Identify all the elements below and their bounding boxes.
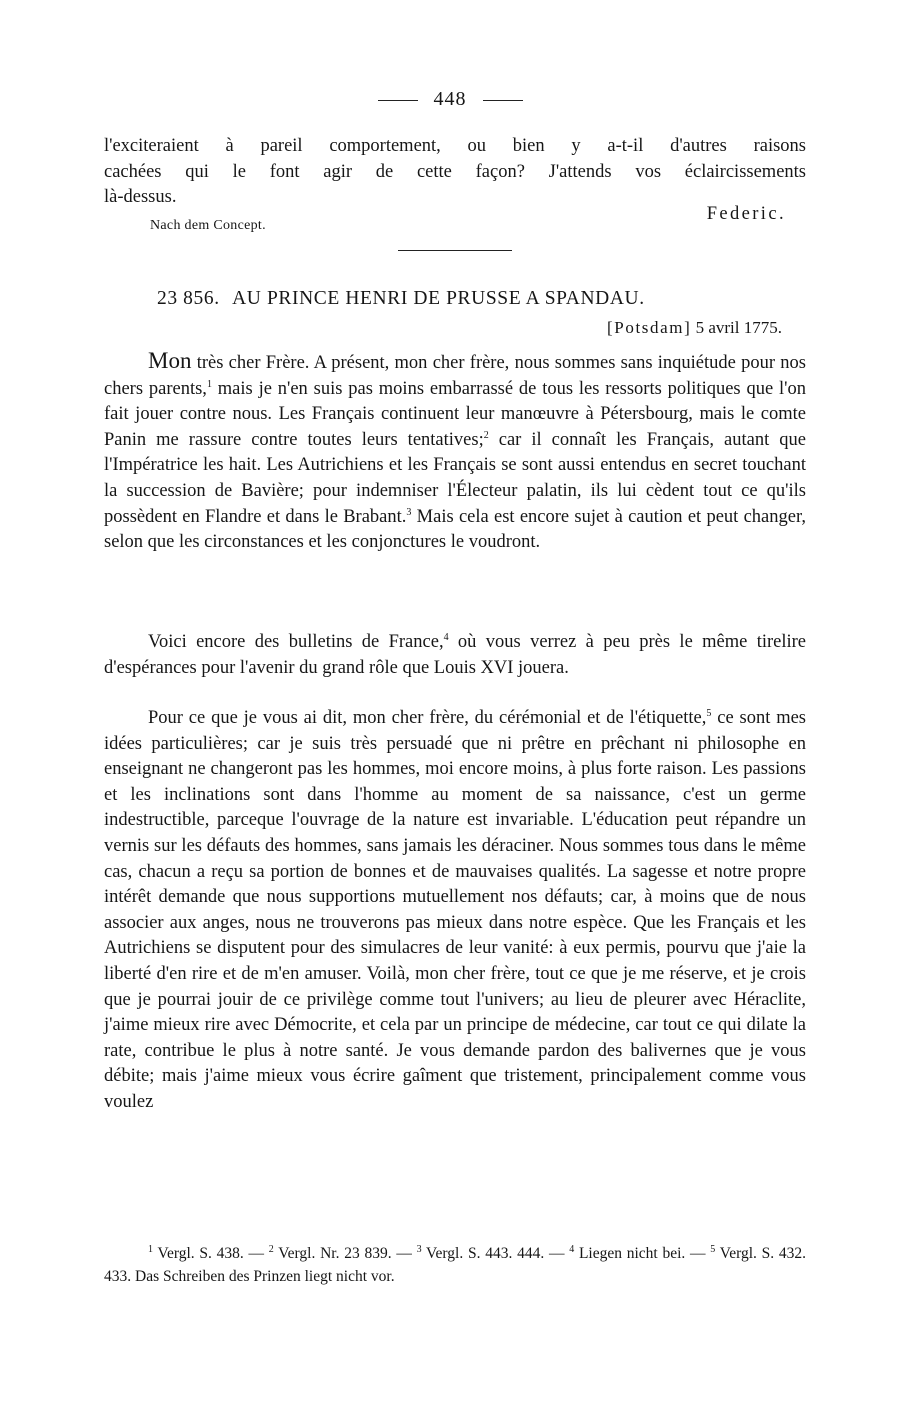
footnote-2: Vergl. Nr. 23 839. — <box>273 1245 417 1262</box>
previous-letter-last-line: là-dessus. <box>104 187 177 208</box>
paragraph-text: mais je n'en suis pas moins embarrassé de tous les ressorts politiques que l'on fait jouer contre nous. Les Français continuent leur manœuvre à Pétersbourg, mais le comte Panin me rassure contre toutes leurs tentatives; <box>104 378 806 450</box>
footnote-1: Vergl. S. 438. — <box>153 1245 269 1262</box>
letter-paragraph-1 <box>104 348 806 556</box>
footnote-ref[interactable]: 2 <box>483 429 489 441</box>
footnote-5: Vergl. S. 432. 433. Das Schreiben des Prinzen liegt nicht vor. <box>104 1245 807 1285</box>
footnote-number: 3 <box>416 1243 422 1255</box>
paragraph-text: très cher Frère. A présent, mon cher frère, nous sommes sans inquiétude pour nos chers parents, <box>104 353 806 399</box>
footnote-number: 1 <box>148 1243 153 1255</box>
closing-row <box>104 204 806 234</box>
letter-place: [Potsdam] <box>607 318 692 337</box>
previous-letter-ending <box>104 134 806 211</box>
footnote-ref[interactable]: 5 <box>706 707 712 719</box>
footnote-ref[interactable]: 4 <box>443 631 449 643</box>
footnote-3: Vergl. S. 443. 444. — <box>421 1245 570 1262</box>
letter-dateline <box>607 318 782 338</box>
paragraph-text: Voici encore des bulletins de France, <box>148 632 444 652</box>
page-header <box>0 88 900 111</box>
letter-paragraph-3 <box>104 706 806 1116</box>
paragraph-text: ce sont mes idées particulières; car je suis très persuadé que ni prêtre en prêchant ni philosophe en enseignant ne changeront pas les hommes, moi encore moins, à plus forte raison. Les passions et les inclinations sont dans l'homme au moment de sa naissance, c'est un germe indestructible, parceque l'ouvrage de la nature est invariable. L'éducation peut répandre un vernis sur les défauts des hommes, sans jamais les déraciner. Nous sommes tous dans le même cas, chacun a reçu sa portion de bonnes et de mauvaises qualités. La sagesse et notre propre intérêt demande que nous supportions mutuellement nos défauts; car, à moins que de nous associer aux anges, nous ne trouverons pas mieux dans notre espèce. Que les Français et les Autrichiens se disputent pour des simulacres de leur vanité: à eux permis, pourvu que j'aie la liberté d'en rire et de m'en amuser. Voilà, mon cher frère, tout ce que je me réserve, et je crois que je pourrai jouir de ce privilège comme tout l'univers; au lieu de pleurer avec Héraclite, j'aime mieux rire avec Démocrite, et cela par un principe de médecine, car tout ce qui dilate la rate, contribue le plus à notre santé. Je vous demande pardon des balivernes que je vous débite; mais j'aime mieux vous écrire gaîment que tristement, principalement comme vous voulez <box>104 708 806 1112</box>
footnote-number: 4 <box>569 1243 575 1255</box>
paragraph-text: Mais cela est encore sujet à caution et peut changer, selon que les circonstances et les conjonctures le voudront. <box>104 506 806 553</box>
header-dash-left <box>378 100 418 101</box>
salutation-first-word: Mon <box>148 348 192 373</box>
letter-paragraph-2 <box>104 630 806 681</box>
signature: Federic. <box>706 204 786 224</box>
paragraph-text: où vous verrez à peu près le même tirelire d'espérances pour l'avenir du grand rôle que Louis XVI jouera. <box>104 632 806 678</box>
page-number: 448 <box>433 88 467 110</box>
paragraph-text: car il connaît les Français, autant que l'Impératrice les hait. Les Autrichiens et les Français se sont aussi entendus en secret touchant la succession de Bavière; pour indemniser l'Électeur palatin, ils lui cèdent tout ce qu'ils possèdent en Flandre et dans le Brabant. <box>104 429 806 527</box>
header-dash-right <box>483 100 523 101</box>
letter-date: 5 avril 1775. <box>695 318 782 337</box>
footnote-number: 2 <box>268 1243 274 1255</box>
paragraph-text: Pour ce que je vous ai dit, mon cher frère, du cérémonial et de l'étiquette, <box>148 708 707 728</box>
footnote-ref[interactable]: 3 <box>406 506 412 518</box>
letter-number: 23 856. <box>157 288 220 309</box>
previous-letter-line: cachées qui le font agir de cette façon? J'attends vos éclaircissements <box>104 161 806 182</box>
section-divider <box>398 250 512 251</box>
source-note: Nach dem Concept. <box>150 218 266 233</box>
footnote-ref[interactable]: 1 <box>206 378 212 390</box>
letter-heading <box>157 288 645 310</box>
footnote-4: Liegen nicht bei. — <box>574 1245 711 1262</box>
letter-title: AU PRINCE HENRI DE PRUSSE A SPANDAU. <box>232 288 645 309</box>
footnote-text <box>104 1242 806 1288</box>
footnotes <box>104 1242 806 1288</box>
footnote-number: 5 <box>710 1243 716 1255</box>
previous-letter-line: l'exciteraient à pareil comportement, ou bien y a-t-il d'autres raisons <box>104 136 806 156</box>
